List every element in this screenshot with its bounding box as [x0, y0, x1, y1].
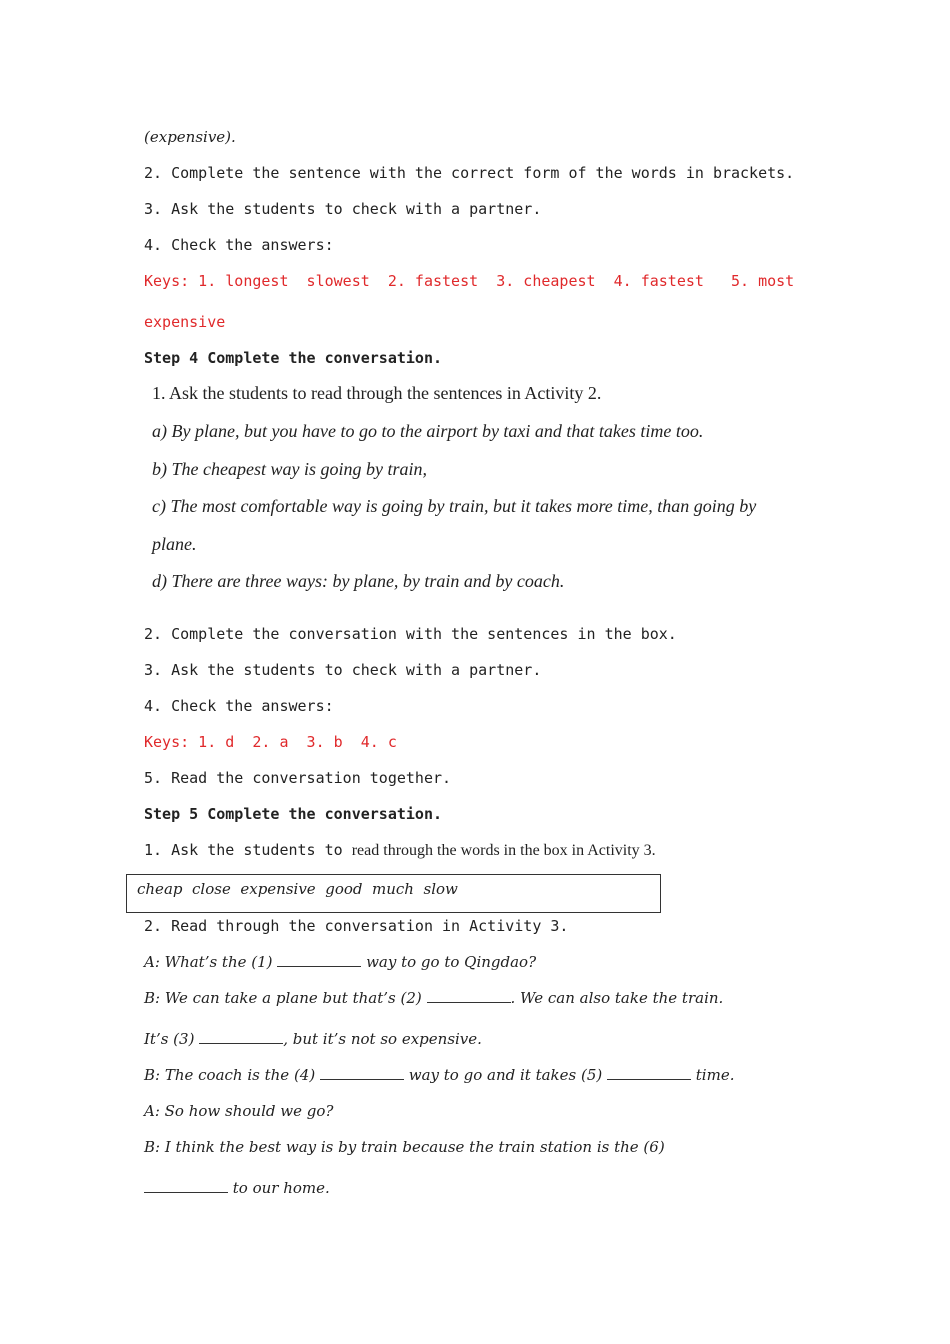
line-expensive: (expensive).: [144, 128, 236, 146]
step4-instruction-3: 3. Ask the students to check with a partner.: [144, 661, 542, 679]
answer-keys-1-cont: expensive: [144, 313, 226, 331]
instruction-4: 4. Check the answers:: [144, 236, 334, 254]
step4-instruction-1: 1. Ask the students to read through the sentences in Activity 2.: [152, 383, 602, 403]
step5-instruction-1-end: read through the words in the box in Activity 3.: [351, 842, 656, 859]
conv2-end: . We can also take the train.: [510, 989, 724, 1007]
step5-heading: Step 5 Complete the conversation.: [144, 805, 443, 823]
conversation-line-6: B: I think the best way is by train because the train station is the (6): [144, 1138, 665, 1156]
sentence-b: b) The cheapest way is going by train,: [152, 459, 427, 479]
conversation-line-3: [144, 1029, 482, 1049]
step4-instruction-5: 5. Read the conversation together.: [144, 769, 452, 787]
instruction-2: 2. Complete the sentence with the correct form of the words in brackets.: [144, 164, 795, 182]
conv7-end: to our home.: [228, 1179, 330, 1197]
conversation-line-7: [144, 1178, 330, 1198]
conversation-line-4: [144, 1065, 734, 1085]
conv3-start: It’s (3): [144, 1030, 200, 1048]
step4-instruction-4: 4. Check the answers:: [144, 697, 334, 715]
blank-3: [199, 1029, 283, 1044]
sentence-a: a) By plane, but you have to go to the airport by taxi and that takes time too.: [152, 421, 704, 441]
blank-2: [427, 988, 511, 1003]
step5-instruction-2: 2. Read through the conversation in Activity 3.: [144, 917, 569, 935]
instruction-3: 3. Ask the students to check with a partner.: [144, 200, 542, 218]
answer-keys-1: Keys: 1. longest slowest 2. fastest 3. cheapest 4. fastest 5. most: [144, 272, 795, 290]
step5-instruction-1-start: 1. Ask the students to: [144, 841, 352, 859]
step4-instruction-2: 2. Complete the conversation with the sentences in the box.: [144, 625, 677, 643]
conv4-start: B: The coach is the (4): [144, 1066, 320, 1084]
conv3-end: , but it’s not so expensive.: [283, 1030, 482, 1048]
word-box: [126, 874, 661, 913]
sentence-d: d) There are three ways: by plane, by train and by coach.: [152, 571, 565, 591]
conversation-line-2: [144, 988, 723, 1008]
conv4-mid: way to go and it takes (5): [403, 1066, 607, 1084]
blank-5: [607, 1065, 691, 1080]
step5-instruction-1: [144, 840, 656, 861]
conversation-line-5: A: So how should we go?: [144, 1102, 334, 1120]
sentence-c-cont: plane.: [152, 534, 197, 554]
answer-keys-2: Keys: 1. d 2. a 3. b 4. c: [144, 733, 397, 751]
conv1-start: A: What’s the (1): [144, 953, 278, 971]
blank-1: [277, 952, 361, 967]
blank-4: [320, 1065, 404, 1080]
blank-6: [144, 1178, 228, 1193]
word-box-words: cheap close expensive good much slow: [137, 880, 458, 898]
conversation-line-1: [144, 952, 536, 972]
step4-heading: Step 4 Complete the conversation.: [144, 349, 443, 367]
conv2-start: B: We can take a plane but that’s (2): [144, 989, 427, 1007]
sentence-c: c) The most comfortable way is going by train, but it takes more time, than going by: [152, 496, 757, 516]
conv4-end: time.: [691, 1066, 735, 1084]
conv1-end: way to go to Qingdao?: [361, 953, 537, 971]
